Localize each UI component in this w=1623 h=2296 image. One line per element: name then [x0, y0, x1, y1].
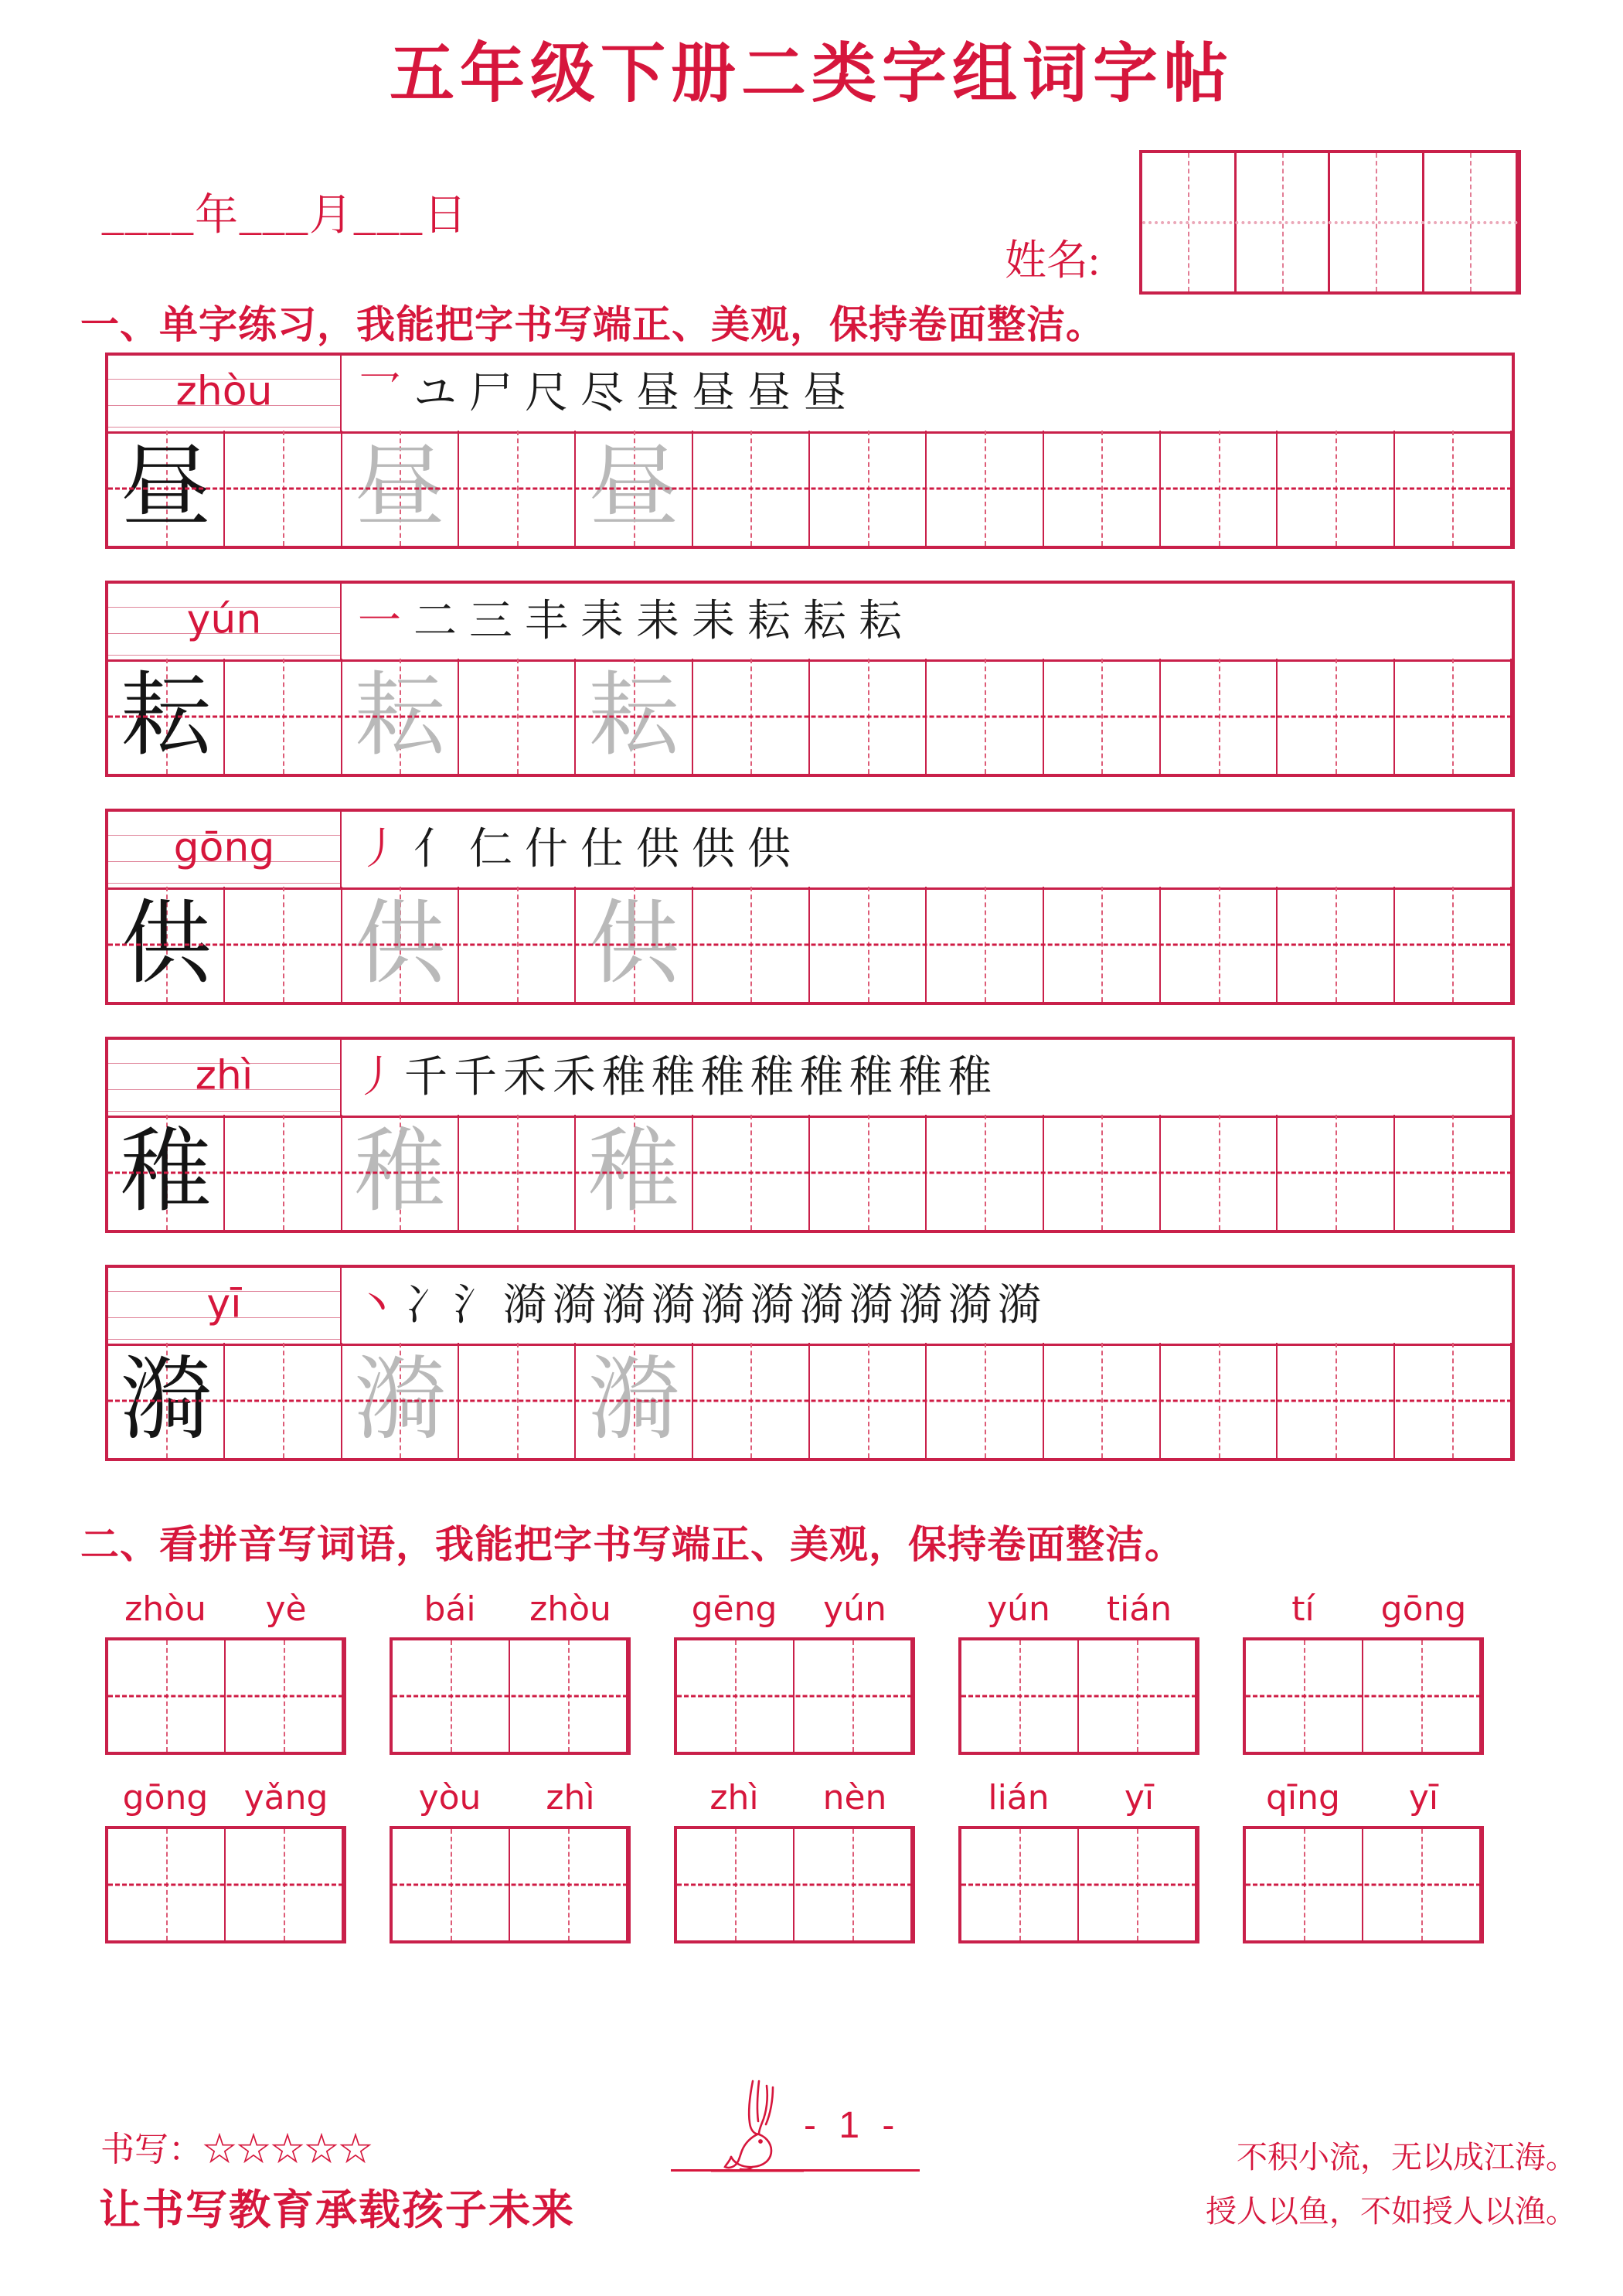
pinyin-ruling-line	[108, 883, 340, 884]
block-header	[108, 1040, 1512, 1118]
word-syllable: yòu	[418, 1778, 481, 1817]
stroke-step: 漪	[899, 1282, 942, 1330]
model-character: 供	[120, 893, 212, 995]
grid-center-hline	[108, 487, 1512, 489]
pinyin-ruling-line	[108, 1111, 340, 1112]
footer-slogan: 让书写教育承载孩子未来	[99, 2187, 575, 2233]
word-syllable: nèn	[822, 1778, 887, 1817]
word-writing-box	[390, 1826, 631, 1943]
stroke-order-row	[352, 1268, 1507, 1344]
section1-heading: 一、单字练习，我能把字书写端正、美观，保持卷面整洁。	[80, 303, 1105, 346]
practice-grid-row	[108, 887, 1512, 1002]
word-syllable: bái	[424, 1589, 476, 1629]
stroke-step: 稚	[602, 1054, 645, 1102]
trace-character: 耘	[587, 665, 679, 767]
box-center-hline	[961, 1884, 1196, 1886]
model-character: 耘	[120, 665, 212, 767]
writing-label: 书写：	[100, 2131, 202, 2168]
block-header	[108, 1268, 1512, 1346]
practice-block	[105, 1265, 1515, 1461]
stroke-step: 稚	[800, 1054, 843, 1102]
trace-character: 耘	[354, 665, 446, 767]
stroke-step: 丶	[355, 1282, 398, 1330]
stroke-step: 漪	[849, 1282, 893, 1330]
practice-grid-row	[108, 1115, 1512, 1230]
practice-grid-row	[108, 1343, 1512, 1458]
word-syllable: zhòu	[124, 1589, 206, 1629]
box-center-hline	[677, 1884, 912, 1886]
practice-block	[105, 581, 1515, 777]
practice-block	[105, 353, 1515, 549]
stroke-step: ユ	[413, 370, 457, 417]
rabbit-icon	[705, 2075, 809, 2178]
quote-line-1: 不积小流，无以成江海。	[1237, 2140, 1577, 2175]
word-pinyin-pair	[958, 1778, 1199, 1818]
writing-score-stars	[100, 2121, 373, 2171]
stroke-step: 漪	[750, 1282, 794, 1330]
word-writing-box	[105, 1826, 346, 1943]
practice-grid-row	[108, 431, 1512, 546]
word-syllable: gōng	[122, 1778, 209, 1817]
name-grid	[1139, 150, 1521, 295]
stroke-order-row	[352, 356, 1507, 431]
pinyin-box	[108, 584, 342, 659]
word-pinyin-pair	[105, 1778, 346, 1818]
stroke-step: 丿	[358, 826, 401, 874]
name-grid-center-line	[1142, 221, 1518, 224]
word-syllable: yī	[1408, 1778, 1439, 1817]
stroke-step: 冫	[404, 1282, 447, 1330]
stroke-step: 漪	[800, 1282, 843, 1330]
footer-quotes	[1190, 2131, 1577, 2239]
stroke-step: 漪	[553, 1282, 596, 1330]
word-pinyin-pair	[674, 1778, 915, 1818]
stroke-step: 稚	[849, 1054, 893, 1102]
word-writing-box	[390, 1637, 631, 1755]
stroke-step: 昼	[803, 370, 846, 417]
trace-character: 稚	[587, 1121, 679, 1223]
stroke-step: 漪	[652, 1282, 695, 1330]
stroke-step: 漪	[602, 1282, 645, 1330]
word-syllable: yī	[1124, 1778, 1155, 1817]
trace-character: 昼	[587, 437, 679, 539]
word-syllable: gēng	[691, 1589, 777, 1629]
stroke-step: 耘	[859, 598, 902, 646]
stroke-step: 耘	[747, 598, 791, 646]
grid-center-hline	[108, 1171, 1512, 1174]
box-center-hline	[108, 1884, 343, 1886]
block-pinyin: gōng	[173, 824, 275, 871]
stroke-step: 尺	[525, 370, 568, 417]
stroke-step: 乛	[358, 370, 401, 417]
pinyin-box	[108, 356, 342, 431]
trace-character: 供	[587, 893, 679, 995]
stroke-step: 什	[525, 826, 568, 874]
word-syllable: yǎng	[243, 1778, 328, 1817]
stroke-step: 仕	[580, 826, 624, 874]
word-writing-box	[958, 1826, 1199, 1943]
grid-center-hline	[108, 715, 1512, 717]
stroke-step: 稚	[701, 1054, 744, 1102]
stroke-step: 耒	[692, 598, 735, 646]
stroke-step: 耘	[803, 598, 846, 646]
word-pinyin-pair	[105, 1589, 346, 1630]
stroke-step: 昼	[692, 370, 735, 417]
model-character: 稚	[120, 1121, 212, 1223]
box-center-hline	[1246, 1884, 1481, 1886]
quote-line-2: 授人以鱼，不如授人以渔。	[1206, 2194, 1577, 2229]
word-syllable: yún	[987, 1589, 1050, 1629]
page-number-underline	[671, 2169, 920, 2172]
word-pinyin-pair	[390, 1589, 631, 1630]
stroke-step: 稚	[948, 1054, 992, 1102]
block-pinyin: zhòu	[175, 368, 273, 415]
box-center-hline	[393, 1695, 628, 1698]
box-center-hline	[961, 1695, 1196, 1698]
word-pinyin-pair	[390, 1778, 631, 1818]
block-header	[108, 584, 1512, 662]
stroke-step: 供	[636, 826, 679, 874]
grid-center-hline	[108, 1399, 1512, 1402]
stroke-step: 耒	[636, 598, 679, 646]
stroke-step: 漪	[503, 1282, 546, 1330]
trace-character: 昼	[354, 437, 446, 539]
stroke-step: 千	[404, 1054, 447, 1102]
stroke-step: 千	[454, 1054, 497, 1102]
word-syllable: zhì	[709, 1778, 759, 1817]
section2-heading: 二、看拼音写词语，我能把字书写端正、美观，保持卷面整洁。	[80, 1523, 1184, 1566]
practice-grid-row	[108, 659, 1512, 774]
word-syllable: zhòu	[529, 1589, 611, 1629]
word-syllable: lián	[988, 1778, 1050, 1817]
pinyin-box	[108, 812, 342, 887]
word-writing-box	[674, 1637, 915, 1755]
word-syllable: yún	[823, 1589, 886, 1629]
pinyin-ruling-line	[108, 655, 340, 656]
stroke-step: 禾	[503, 1054, 546, 1102]
stroke-step: 供	[692, 826, 735, 874]
word-syllable: qīng	[1266, 1778, 1340, 1817]
name-label: 姓名:	[1005, 237, 1101, 284]
practice-block	[105, 809, 1515, 1005]
stroke-step: 昼	[636, 370, 679, 417]
box-center-hline	[108, 1695, 343, 1698]
page-title: 五年级下册二类字组词字帖	[389, 37, 1233, 110]
grid-center-hline	[108, 943, 1512, 945]
date-line: ____年___月___日	[102, 192, 468, 240]
stroke-step: 稚	[652, 1054, 695, 1102]
word-pinyin-pair	[958, 1589, 1199, 1630]
stroke-step: 二	[413, 598, 457, 646]
stroke-step: 昼	[747, 370, 791, 417]
stroke-step: 氵	[454, 1282, 497, 1330]
word-writing-box	[958, 1637, 1199, 1755]
stroke-step: 稚	[750, 1054, 794, 1102]
stroke-step: 漪	[998, 1282, 1041, 1330]
box-center-hline	[393, 1884, 628, 1886]
stroke-order-row	[352, 584, 1507, 659]
word-syllable: zhì	[546, 1778, 595, 1817]
word-writing-box	[105, 1637, 346, 1755]
stroke-step: 稚	[899, 1054, 942, 1102]
pinyin-ruling-line	[108, 427, 340, 428]
stroke-step: 仁	[469, 826, 512, 874]
stroke-step: 丰	[525, 598, 568, 646]
stroke-step: 禾	[553, 1054, 596, 1102]
word-syllable: tí	[1291, 1589, 1315, 1629]
star-icons: ☆☆☆☆☆	[202, 2131, 373, 2168]
stroke-step: 尸	[469, 370, 512, 417]
stroke-step: 三	[469, 598, 512, 646]
stroke-step: 耒	[580, 598, 624, 646]
model-character: 漪	[120, 1349, 212, 1451]
block-pinyin: zhì	[195, 1052, 253, 1099]
stroke-step: 漪	[701, 1282, 744, 1330]
word-syllable: tián	[1106, 1589, 1172, 1629]
word-pinyin-pair	[1243, 1778, 1484, 1818]
stroke-step: 亻	[413, 826, 457, 874]
stroke-step: 一	[358, 598, 401, 646]
trace-character: 稚	[354, 1121, 446, 1223]
word-syllable: gōng	[1380, 1589, 1467, 1629]
pinyin-box	[108, 1040, 342, 1116]
word-writing-box	[674, 1826, 915, 1943]
model-character: 昼	[120, 437, 212, 539]
block-header	[108, 812, 1512, 890]
stroke-step: 丿	[355, 1054, 398, 1102]
block-pinyin: yún	[186, 596, 262, 643]
stroke-order-row	[352, 812, 1507, 887]
block-pinyin: yī	[206, 1280, 242, 1327]
stroke-step: 漪	[948, 1282, 992, 1330]
stroke-step: 供	[747, 826, 791, 874]
word-pinyin-pair	[1243, 1589, 1484, 1630]
trace-character: 漪	[354, 1349, 446, 1451]
stroke-order-row	[352, 1040, 1507, 1116]
word-writing-box	[1243, 1826, 1484, 1943]
practice-block	[105, 1037, 1515, 1233]
block-header	[108, 356, 1512, 434]
box-center-hline	[1246, 1695, 1481, 1698]
trace-character: 漪	[587, 1349, 679, 1451]
word-syllable: yè	[265, 1589, 307, 1629]
word-writing-box	[1243, 1637, 1484, 1755]
pinyin-ruling-line	[108, 1339, 340, 1340]
trace-character: 供	[354, 893, 446, 995]
box-center-hline	[677, 1695, 912, 1698]
pinyin-box	[108, 1268, 342, 1344]
stroke-step: 尽	[580, 370, 624, 417]
word-pinyin-pair	[674, 1589, 915, 1630]
page-number: - 1 -	[804, 2105, 901, 2146]
